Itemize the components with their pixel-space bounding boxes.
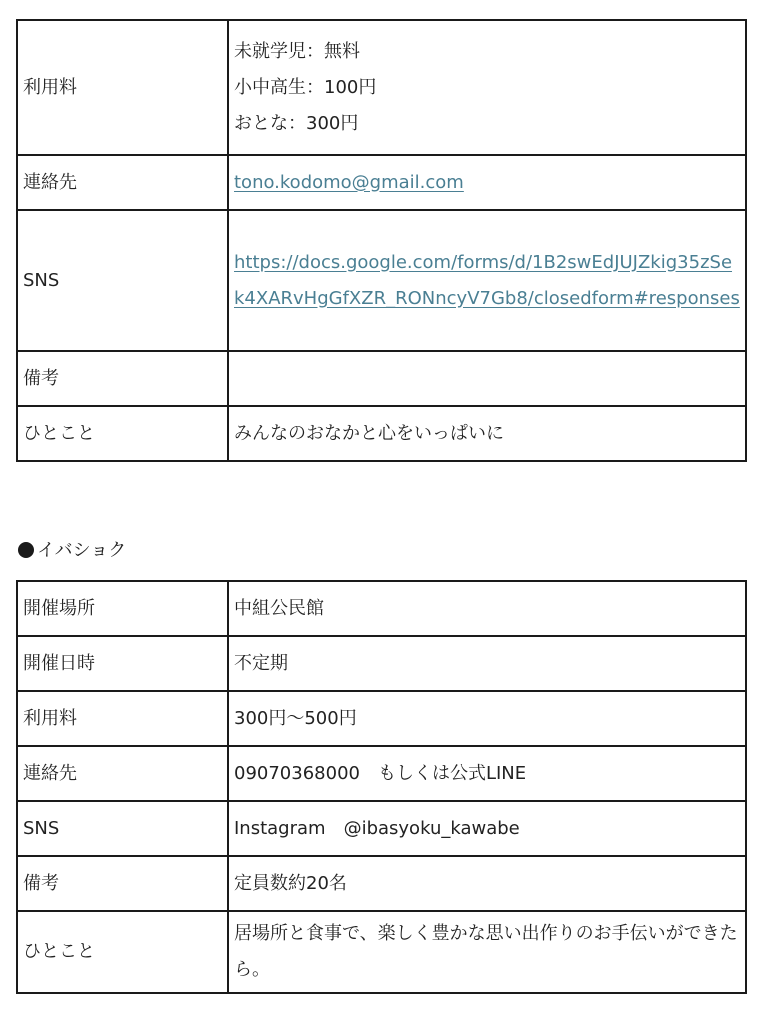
table-row-contact <box>17 155 746 210</box>
venue-value: 中組公民館 <box>228 581 746 636</box>
comment-label: ひとこと <box>17 911 228 993</box>
table-row-comment <box>17 911 746 993</box>
table-row-datetime <box>17 636 746 691</box>
contact-label: 連絡先 <box>17 746 228 801</box>
table-row-note <box>17 351 746 406</box>
sns-label: SNS <box>17 801 228 856</box>
note-label: 備考 <box>17 351 228 406</box>
info-table-1 <box>16 19 747 462</box>
contact-label: 連絡先 <box>17 155 228 210</box>
section-heading-text: イバショク <box>37 540 127 561</box>
sns-value <box>228 210 746 351</box>
datetime-label: 開催日時 <box>17 636 228 691</box>
fee-value: 300円～500円 <box>228 691 746 746</box>
sns-value: Instagram @ibasyoku_kawabe <box>228 801 746 856</box>
contact-email-link[interactable]: tono.kodomo@gmail.com <box>234 171 464 193</box>
note-label: 備考 <box>17 856 228 911</box>
datetime-value: 不定期 <box>228 636 746 691</box>
comment-value: 居場所と食事で、楽しく豊かな思い出作りのお手伝いができたら。 <box>228 911 746 993</box>
table-row-note <box>17 856 746 911</box>
table-row-sns <box>17 801 746 856</box>
comment-label: ひとこと <box>17 406 228 461</box>
section-heading <box>18 537 126 565</box>
fee-label: 利用料 <box>17 20 228 155</box>
venue-label: 開催場所 <box>17 581 228 636</box>
table-row-contact <box>17 746 746 801</box>
table-row-comment <box>17 406 746 461</box>
info-table-2 <box>16 580 747 994</box>
note-value <box>228 351 746 406</box>
sns-form-link[interactable]: https://docs.google.com/forms/d/1B2swEdJUJZkig35zSek4XARvHgGfXZR_RONncyV7Gb8/closedform#responses <box>234 251 740 309</box>
comment-value: みんなのおなかと心をいっぱいに <box>228 406 746 461</box>
fee-value <box>228 20 746 155</box>
bullet-icon <box>18 542 34 558</box>
contact-value: 09070368000 もしくは公式LINE <box>228 746 746 801</box>
table-row-sns <box>17 210 746 351</box>
table-row-fee <box>17 20 746 155</box>
table-row-fee <box>17 691 746 746</box>
sns-label: SNS <box>17 210 228 351</box>
contact-value <box>228 155 746 210</box>
fee-line-preschool: 未就学児：無料 <box>234 40 360 62</box>
fee-line-adults: おとな：300円 <box>234 112 359 134</box>
table-row-venue <box>17 581 746 636</box>
note-value: 定員数約20名 <box>228 856 746 911</box>
fee-line-students: 小中高生：100円 <box>234 76 377 98</box>
fee-label: 利用料 <box>17 691 228 746</box>
